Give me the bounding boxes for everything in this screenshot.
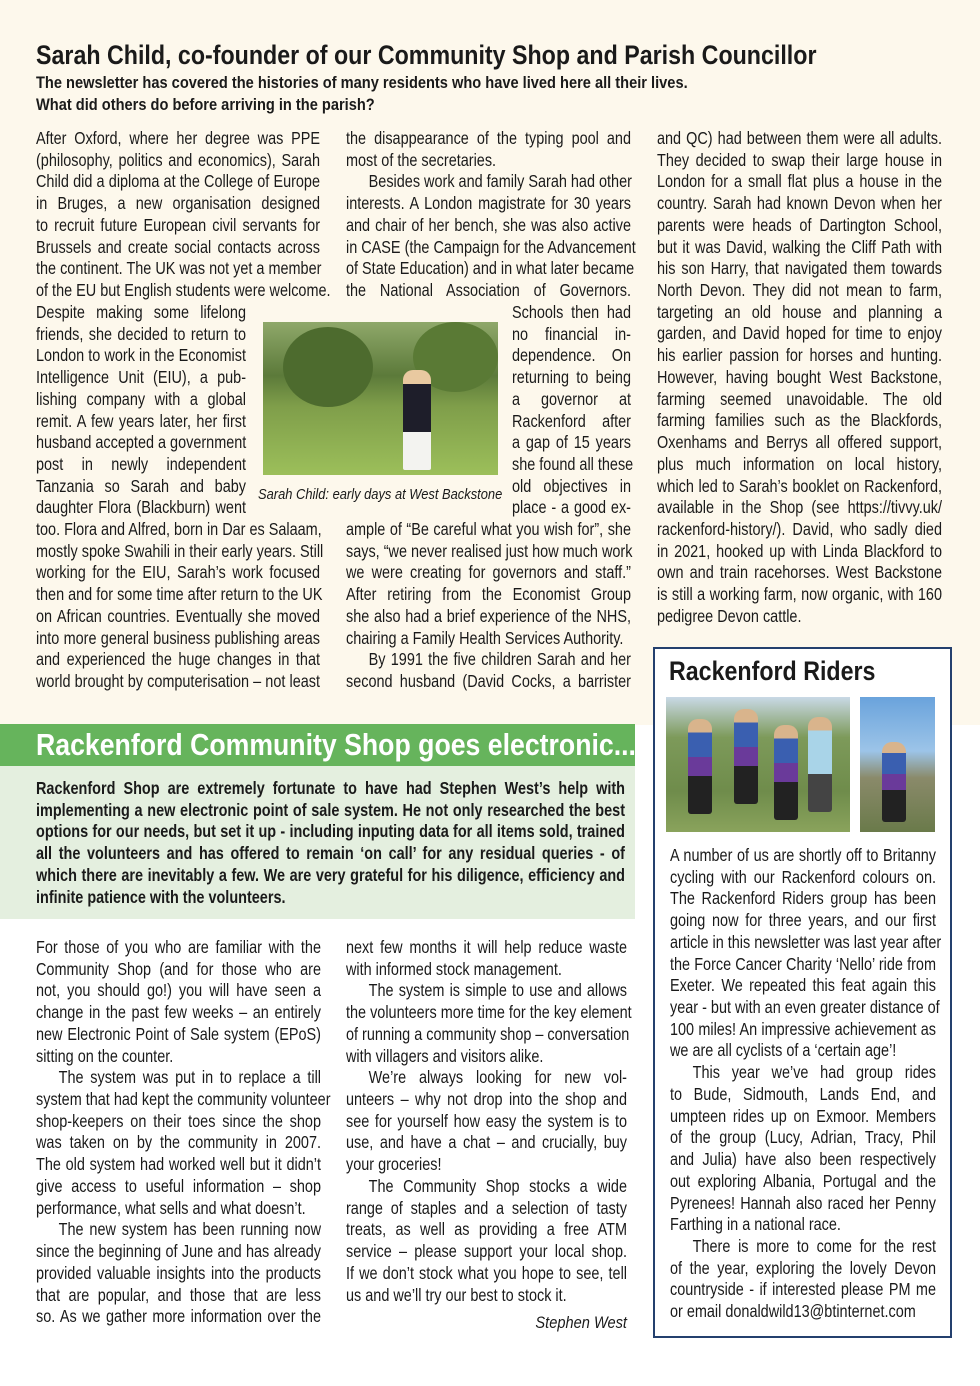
author-signature: Stephen West (535, 1313, 627, 1332)
text-line: Farthing in a national race. (670, 1214, 841, 1235)
article-title: Sarah Child, co-founder of our Community Shop and Parish Councillor (36, 40, 817, 70)
text-line: world brought by computerisation – not least (36, 671, 320, 692)
text-line: infinite patience with the volunteers. (36, 886, 286, 907)
text-line: and chair of her bench, she was also active (346, 214, 631, 235)
text-line: she found all these (512, 454, 634, 475)
text-line: performance, what sells and what doesn’t. (36, 1197, 306, 1218)
text-line: she also had a brief experience of the NHS, (346, 605, 631, 626)
text-line: and QC) had between them were all adults. (657, 128, 942, 148)
text-line: We’re always looking for new vol- (368, 1067, 627, 1088)
text-line: remit. A few years later, her first (36, 410, 246, 431)
text-line: in 2021, hooked up with Linda Blackford to (657, 540, 942, 561)
text-line: article in this newsletter was last year after (670, 931, 942, 952)
text-line: change in the past few weeks – an entirely (36, 1002, 321, 1023)
text-line: which there are inevitably a few. We are very grateful for his diligence, efficiency and (36, 864, 625, 885)
text-line: range of staples and a selection of tasty (346, 1197, 627, 1218)
text-line: we are all cyclists of a ‘certain age’! (670, 1040, 897, 1061)
intro-text (36, 778, 625, 908)
text-line: in CASE (the Campaign for the Advancement (346, 236, 636, 257)
text-line: There is more to come for the rest (692, 1235, 936, 1256)
text-line: give access to useful information – shop (36, 1175, 321, 1196)
text-line: returning to being (512, 367, 631, 388)
text-line: of the group (Lucy, Adrian, Tracy, Phil (670, 1127, 936, 1148)
text-line: post in newly independent (36, 454, 246, 475)
text-line: into more general business publishing areas (36, 627, 320, 648)
text-line: However, having bought West Backstone, (657, 366, 942, 387)
text-line: since the beginning of June and has already (36, 1241, 321, 1262)
text-line: daughter Flora (Blackburn) went (36, 497, 246, 518)
text-line: with villagers and visitors alike. (346, 1045, 544, 1066)
rider-figure (688, 719, 712, 814)
text-line: of running a community shop – conversation (346, 1023, 630, 1044)
text-line: old objectives in (512, 475, 631, 496)
text-line: parents were heads of Dartington School, (657, 214, 942, 235)
text-line: to recruit future European civil servants for (36, 214, 320, 235)
text-line: provided valuable insights into the products (36, 1262, 321, 1283)
text-line: the volunteers more time for the key element (346, 1002, 632, 1023)
text-line: husband accepted a government (36, 432, 247, 453)
text-line: going now for three years, and our first (670, 910, 936, 931)
text-line: second husband (David Cocks, a barrister (346, 671, 631, 692)
text-line: his son Harry, that navigated them towards (657, 258, 942, 279)
text-line: friends, she decided to return to (36, 323, 246, 344)
text-line: his earlier passion for horses and hunting. (657, 345, 942, 366)
text-line: out exploring Albania, Portugal and the (670, 1170, 936, 1191)
text-line: of the year, exploring the lovely Devon (670, 1257, 936, 1278)
text-line: on African countries. Eventually she moved (36, 605, 320, 626)
text-line: countryside - if interested please PM me (670, 1279, 936, 1300)
person-figure (403, 370, 431, 470)
text-line: chairing a Family Health Services Authority. (346, 627, 624, 648)
text-line: system that had kept the community volunteer (36, 1089, 331, 1110)
text-line: Despite making some lifelong (36, 302, 246, 322)
text-line: was taken on by the community in 2007. (36, 1132, 321, 1153)
text-line: but it was David, walking the Cliff Path with (657, 236, 942, 257)
text-line: Schools then had (512, 302, 631, 322)
tree-shape (283, 327, 373, 407)
riders-title: Rackenford Riders (669, 656, 876, 686)
photo-caption: Sarah Child: early days at West Backstone (258, 486, 503, 503)
text-line: available in the Shop (see https://tivvy.uk/ (657, 497, 942, 518)
text-line: too. Flora and Alfred, born in Dar es Salaam, (36, 519, 322, 539)
text-line: the continent. The UK was not yet a member (36, 258, 322, 279)
text-line: London to work in the Economist (36, 345, 246, 366)
text-line: (philosophy, politics and economics), Sarah (36, 149, 320, 170)
shop-column-2 (346, 937, 632, 1306)
rider-figure (734, 709, 758, 804)
text-line: The system is simple to use and allows (368, 980, 627, 1001)
text-line: rackenford-history/). David, who sadly died (657, 518, 942, 539)
text-line: Community Shop (and for those who are (36, 958, 321, 979)
text-line: working for the EIU, Sarah’s work focused (36, 562, 320, 583)
text-line: the Force Cancer Charity ‘Nello’ ride from (670, 953, 936, 974)
text-line: the disappearance of the typing pool and (346, 128, 631, 148)
text-line: plus much information on local history, (657, 453, 942, 474)
text-line: After Oxford, where her degree was PPE (36, 128, 320, 148)
text-line: cycling with our Rackenford colours on. (670, 866, 936, 887)
article-column-2-wrap (512, 302, 634, 519)
text-line: garden, and David hoped for time to enjoy (657, 323, 942, 344)
text-line: farming families such as the Blackfords, (657, 410, 942, 431)
text-line: or email donaldwild13@btinternet.com (670, 1301, 916, 1322)
text-line: not, you should go!) you will have seen a (36, 980, 321, 1001)
text-line: unteers – why not drop into the shop and (346, 1089, 627, 1110)
article-subtitle: The newsletter has covered the histories of many residents who have lived here all their lives. (36, 73, 688, 92)
text-line: country. Sarah had known Devon when her (657, 193, 942, 214)
text-line: The old system had worked well but it didn’t (36, 1154, 321, 1175)
text-line: a governor at (512, 388, 631, 409)
text-line: use, and have a chat – and crucially, buy (346, 1132, 627, 1153)
rider-figure (808, 717, 832, 812)
article-column-2-cont (346, 519, 631, 693)
text-line: the National Association of Governors. (346, 280, 631, 301)
text-line: umpteen rides up on Exmoor. Members (670, 1105, 936, 1126)
text-line: sitting on the counter. (36, 1045, 174, 1066)
text-line: of State Education) and in what later became (346, 258, 635, 279)
text-line: with informed stock management. (346, 958, 562, 979)
text-line: no financial in- (512, 323, 631, 344)
text-line: Oxenhams and Berrys all offered support, (657, 432, 942, 453)
article-column-1-cont (36, 519, 324, 693)
text-line: shop-keepers on their toes since the shop (36, 1110, 321, 1131)
text-line: They decided to swap their large house in (657, 149, 942, 170)
text-line: Tanzania so Sarah and baby (36, 475, 246, 496)
text-line: then and for some time after return to the UK (36, 584, 323, 605)
article-column-1-wrap (36, 302, 246, 519)
text-line: options for our needs, but set it up - including inputing data for all items sold, trained (36, 821, 625, 842)
shop-column-1 (36, 937, 331, 1328)
text-line: ample of “Be careful what you wish for”, she (346, 519, 631, 539)
text-line: see for yourself how easy the system is to (346, 1110, 627, 1131)
text-line: If we don’t stock what you hope to see, tell (346, 1262, 627, 1283)
text-line: interests. A London magistrate for 30 years (346, 193, 631, 214)
text-line: is still a working farm, now organic, with 160 (657, 584, 942, 605)
text-line: By 1991 the five children Sarah and her (368, 649, 631, 670)
text-line: This year we’ve had group rides (692, 1062, 936, 1083)
text-line: Intelligence Unit (EIU), a pub- (36, 367, 246, 388)
text-line: of the EU but English students were welcome. (36, 280, 331, 301)
text-line: service – please support your local shop. (346, 1241, 627, 1262)
rider-figure (774, 725, 798, 820)
text-line: year - but with an even greater distance of (670, 997, 940, 1018)
text-line: mostly spoke Swahili in their early years. Still (36, 540, 324, 561)
section-heading: Rackenford Community Shop goes electronic... (36, 727, 636, 762)
text-line: your groceries! (346, 1154, 442, 1175)
text-line: and Julia) have also been respectively (670, 1149, 936, 1170)
text-line: London for a small flat plus a house in the (657, 171, 942, 192)
text-line: Rackenford Shop are extremely fortunate to have had Stephen West’s help with (36, 778, 625, 798)
text-line: lishing company with a global (36, 388, 246, 409)
riders-group-photo (666, 697, 850, 832)
text-line: place - a good ex- (512, 497, 631, 518)
text-line: which led to Sarah’s booklet on Rackenford, (657, 475, 942, 496)
riders-text (670, 845, 942, 1323)
text-line: implementing a new electronic point of sale system. He not only researched the best (36, 799, 625, 820)
text-line: Rackenford after (512, 410, 631, 431)
text-line: we were creating for governors and staff.” (346, 562, 631, 583)
text-line: After retiring from the Economist Group (346, 584, 631, 605)
text-line: The new system has been running now (58, 1219, 321, 1240)
text-line: next few months it will help reduce waste (346, 937, 627, 957)
text-line: North Devon. They did not mean to farm, (657, 280, 942, 301)
text-line: a gap of 15 years (512, 432, 631, 453)
text-line: The system was put in to replace a till (58, 1067, 321, 1088)
text-line: that are popular, and those that are less (36, 1284, 321, 1305)
text-line: farming seemed unavoidable. The old (657, 388, 942, 409)
text-line: targeting an old house and planning a (657, 301, 942, 322)
text-line: 100 miles! An impressive achievement as (670, 1018, 936, 1039)
text-line: Exeter. We repeated this feat again this (670, 975, 936, 996)
rider-figure (882, 742, 906, 822)
rider-signpost-photo (860, 697, 935, 832)
article-column-1 (36, 128, 331, 302)
text-line: dependence. On (512, 345, 631, 366)
article-column-2 (346, 128, 636, 302)
sarah-child-photo (263, 322, 498, 475)
text-line: to Bude, Sidmouth, Lands End, and (670, 1083, 936, 1104)
text-line: us and we’ll try our best to stock it. (346, 1284, 567, 1305)
text-line: in Bruges, a new organisation designed (36, 193, 320, 214)
text-line: treats, as well as providing a free ATM (346, 1219, 627, 1240)
text-line: own and train racehorses. West Backstone (657, 562, 942, 583)
article-column-3 (657, 128, 942, 628)
text-line: The Rackenford Riders group has been (670, 888, 936, 909)
text-line: Besides work and family Sarah had other (368, 171, 632, 192)
text-line: Brussels and create social contacts across (36, 236, 320, 257)
text-line: says, “we never realised just how much work (346, 540, 633, 561)
text-line: all the volunteers and has offered to remain ‘on call’ for any residual queries - of (36, 843, 625, 864)
text-line: new Electronic Point of Sale system (EPoS) (36, 1023, 321, 1044)
text-line: Child did a diploma at the College of Europe (36, 171, 320, 192)
text-line: most of the secretaries. (346, 149, 497, 170)
text-line: A number of us are shortly off to Britanny (670, 845, 936, 865)
text-line: For those of you who are familiar with the (36, 937, 321, 957)
text-line: Pyrenees! Hannah also raced her Penny (670, 1192, 936, 1213)
text-line: so. As we gather more information over the (36, 1306, 321, 1327)
article-subtitle: What did others do before arriving in the parish? (36, 95, 375, 114)
text-line: and experienced the huge changes in that (36, 649, 320, 670)
text-line: pedigree Devon cattle. (657, 605, 802, 626)
text-line: The Community Shop stocks a wide (368, 1175, 627, 1196)
